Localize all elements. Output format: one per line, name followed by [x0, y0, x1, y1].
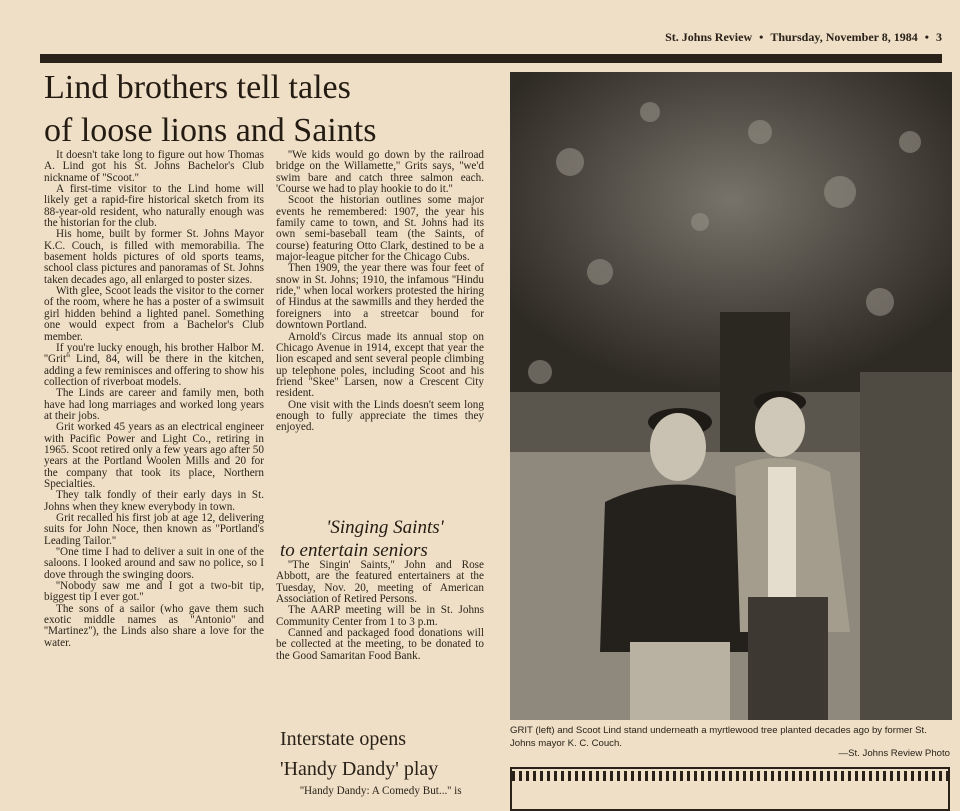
paragraph: Scoot the historian outlines some major events he remembered: 1907, the year his family came to town, and St. Johns had its own semi-baseball team (the Saints, of course) featuring Otto Clark, destined to be a major-league pitcher for the Chicago Cubs.: [276, 194, 484, 264]
singing-saints-headline: [280, 516, 490, 562]
paragraph: ''We kids would go down by the railroad bridge on the Willamette,'' Grits says, ''we'd swim bare and catch three salmon each. 'Course we had to play hookie to do it.'': [276, 149, 484, 196]
issue-date: Thursday, November 8, 1984: [770, 30, 918, 44]
separator: •: [759, 30, 764, 44]
article-column-1: [44, 150, 264, 649]
paragraph: The AARP meeting will be in St. Johns Community Center from 1 to 3 p.m.: [276, 604, 484, 628]
paragraph: With glee, Scoot leads the visitor to the corner of the room, where he has a poster of a swimsuit girl hidden behind a lighted panel. Something one would expect from a Bachelor's Club member.: [44, 285, 264, 343]
photo-credit: —St. Johns Review Photo: [838, 748, 950, 759]
paragraph: Grit worked 45 years as an electrical engineer with Pacific Power and Light Co., retiring in 1965. Scoot retired only a few years ago after 50 years at the Portland Woolen Mills and 20 for the company that took its place, Northern Specialties.: [44, 421, 264, 490]
paragraph: The Linds are career and family men, both have had long marriages and worked long years at their jobs.: [44, 387, 264, 422]
headline-line: 'Singing Saints': [326, 517, 444, 538]
photo-caption: GRIT (left) and Scoot Lind stand underneath a myrtlewood tree planted decades ago by former St. Johns mayor K. C. Couch.: [510, 725, 927, 749]
headline-line: Interstate opens: [280, 728, 407, 750]
headline-line: of loose lions and Saints: [44, 112, 377, 149]
paragraph: Canned and packaged food donations will be collected at the meeting, to be donated to the Good Samaritan Food Bank.: [276, 627, 484, 662]
paragraph: Arnold's Circus made its annual stop on Chicago Avenue in 1914, except that year the lion escaped and sent several people climbing up telephone poles, including Scoot and his friend ''Skee'' Larsen, now a Crescent City resident.: [276, 330, 484, 400]
masthead: [40, 26, 942, 63]
news-photo: [510, 72, 952, 720]
paragraph: Grit recalled his first job at age 12, delivering suits for John Noce, then known as ''Portland's Leading Tailor.'': [44, 512, 264, 547]
article-headline: [44, 66, 504, 152]
paragraph: Then 1909, the year there was four feet of snow in St. Johns; 1910, the infamous ''Hindu ride,'' when local workers protested the hiring of Hindus at the sawmills and they herded the foreigners into a streetcar bound for downtown Portland.: [276, 262, 484, 332]
interstate-headline: [280, 724, 490, 784]
next-article-border: [510, 767, 950, 811]
paragraph: They talk fondly of their early days in St. Johns when they knew everybody in town.: [44, 489, 264, 513]
paragraph: A first-time visitor to the Lind home will likely get a rapid-fire historical sketch from its 88-year-old resident, who naturally enough was the historian for the club.: [44, 183, 264, 230]
paragraph: One visit with the Linds doesn't seem long enough to fully appreciate the times they enjoyed.: [276, 398, 484, 434]
page-number: 3: [936, 30, 942, 44]
paper-name: St. Johns Review: [665, 30, 753, 44]
article-column-2: [276, 150, 484, 434]
headline-line: to entertain seniors: [280, 540, 428, 561]
interstate-article: [288, 786, 484, 797]
singing-saints-article: [276, 560, 484, 662]
paragraph: ''One time I had to deliver a suit in one of the saloons. I looked around and saw no police, so I dove through the swinging doors.: [44, 546, 264, 581]
paragraph: It doesn't take long to figure out how Thomas A. Lind got his St. Johns Bachelor's Club nickname of ''Scoot.'': [44, 149, 264, 184]
separator: •: [924, 30, 929, 44]
photo-illustration: [510, 72, 952, 720]
paragraph: ''Nobody saw me and I got a two-bit tip, biggest tip I ever got.'': [44, 580, 264, 604]
paragraph: His home, built by former St. Johns Mayor K.C. Couch, is filled with memorabilia. The basement holds pictures of old sports teams, school class pictures and panoramas of St. Johns taken decades ago, all enlarged to poster sizes.: [44, 228, 264, 286]
headline-line: Lind brothers tell tales: [44, 69, 351, 106]
paragraph: ''Handy Dandy: A Comedy But...'' is: [300, 785, 462, 797]
paragraph: The sons of a sailor (who gave them such exotic middle names as ''Antonio'' and ''Martinez''), the Linds also share a love for the water.: [44, 602, 264, 649]
paragraph: If you're lucky enough, his brother Halbor M. ''Grit'' Lind, 84, will be there in the kitchen, adding a few reminisces and offering to show his collection of riverboat models.: [44, 341, 264, 388]
paragraph: ''The Singin' Saints,'' John and Rose Abbott, are the featured entertainers at the Tuesday, Nov. 20, meeting of American Association of Retired Persons.: [276, 559, 484, 606]
headline-line: 'Handy Dandy' play: [280, 758, 439, 780]
